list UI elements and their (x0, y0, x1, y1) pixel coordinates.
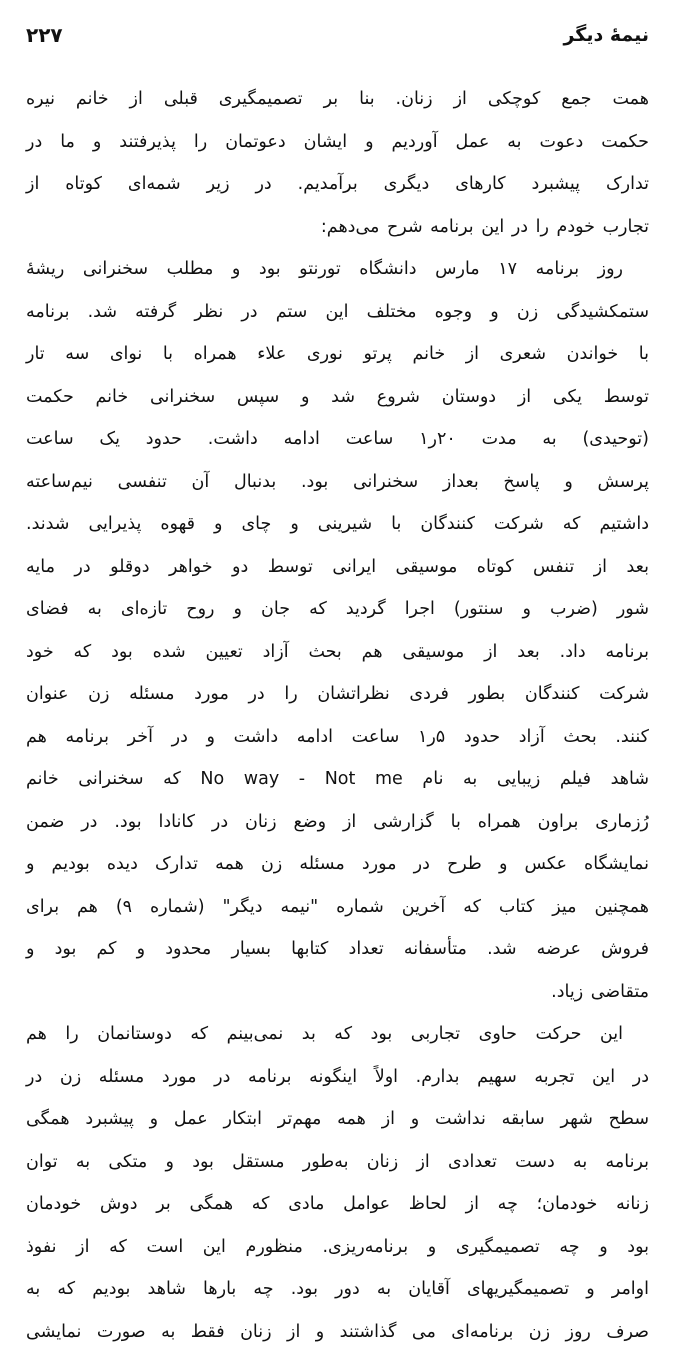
text-line: زنانه خودمان؛ چه از لحاظ عوامل مادی که همگی بر دوش خودمان (26, 1183, 649, 1226)
text-line: سطح شهر سابقه نداشت و از همه مهم‌تر ابتکار عمل و پیشبرد همگی (26, 1098, 649, 1141)
film-title-line (26, 758, 649, 801)
text-line: کنند. بحث آزاد حدود ۵ر۱ ساعت ادامه داشت و در آخر برنامه هم (26, 716, 649, 759)
paragraph-start-line: روز برنامه ۱۷ مارس دانشگاه تورنتو بود و مطلب سخنرانی ریشهٔ (26, 248, 649, 291)
text-line: بود و چه تصمیمگیری و برنامه‌ریزی. منظورم این است که از نفوذ (26, 1226, 649, 1269)
paragraph-start-line: این حرکت حاوی تجاربی بود که بد نمی‌بینم که دوستانمان را هم (26, 1013, 649, 1056)
film-line-after: که سخنرانی خانم (26, 769, 181, 789)
running-header (26, 14, 649, 56)
text-line: برنامه به دست تعدادی از زنان به‌طور مستقل بود و متکی به توان (26, 1141, 649, 1184)
text-line: ستمکشیدگی زن و وجوه مختلف این ستم در نظر گرفته شد. برنامه (26, 291, 649, 334)
film-title: No way - Not me (200, 769, 402, 789)
text-line: توسط یکی از دوستان شروع شد و سپس سخنرانی خانم حکمت (26, 376, 649, 419)
text-line: فروش عرضه شد. متأسفانه تعداد کتابها بسیار محدود و کم بود و (26, 928, 649, 971)
text-line: بعد از تنفس کوتاه موسیقی ایرانی توسط دو خواهر دوقلو در مایه (26, 546, 649, 589)
text-line: همت جمع کوچکی از زنان. بنا بر تصمیمگیری قبلی از خانم نیره (26, 78, 649, 121)
text-line: حکمت دعوت به عمل آوردیم و ایشان دعوتمان را پذیرفتند و ما در (26, 121, 649, 164)
text-line: اوامر و تصمیمگیریهای آقایان به دور بود. چه بارها شاهد بودیم که به (26, 1268, 649, 1311)
text-line: داشتیم که شرکت کنندگان با شیرینی و چای و قهوه پذیرایی شدند. (26, 503, 649, 546)
text-line: (توحیدی) به مدت ۲۰ر۱ ساعت ادامه داشت. حدود یک ساعت (26, 418, 649, 461)
film-line-before: شاهد فیلم زیبایی به نام (422, 769, 649, 789)
page-number: ۲۲۷ (26, 23, 63, 47)
text-line: متقاضی زیاد. (26, 971, 649, 1014)
text-line: تدارک پیشبرد کارهای دیگری برآمدیم. در زیر شمه‌ای کوتاه از (26, 163, 649, 206)
text-line: شور (ضرب و سنتور) اجرا گردید که جان و روح تازه‌ای به فضای (26, 588, 649, 631)
text-line: صرف روز زن برنامه‌ای می گذاشتند و از زنان فقط به صورت نمایشی (26, 1311, 649, 1353)
text-line: پرسش و پاسخ بعداز سخنرانی بود. بدنبال آن تنفسی نیم‌ساعته (26, 461, 649, 504)
book-title: نیمهٔ دیگر (563, 24, 649, 46)
text-line: تجارب خودم را در این برنامه شرح می‌دهم: (26, 206, 649, 249)
body-text (26, 78, 649, 1353)
text-line: برنامه داد. بعد از موسیقی هم بحث آزاد تعیین شده بود که خود (26, 631, 649, 674)
text-line: شرکت کنندگان بطور فردی نظراتشان را در مورد مسئله زن عنوان (26, 673, 649, 716)
text-line: در این تجربه سهیم بدارم. اولاً اینگونه برنامه در مورد مسئله زن در (26, 1056, 649, 1099)
text-line: رُزماری براون همراه با گزارشی از وضع زنان در کانادا بود. در ضمن (26, 801, 649, 844)
text-line: همچنین میز کتاب که آخرین شماره "نیمه دیگر" (شماره ۹) هم برای (26, 886, 649, 929)
text-line: نمایشگاه عکس و طرح در مورد مسئله زن همه تدارک دیده بودیم و (26, 843, 649, 886)
text-line: با خواندن شعری از خانم پرتو نوری علاء همراه با نوای سه تار (26, 333, 649, 376)
